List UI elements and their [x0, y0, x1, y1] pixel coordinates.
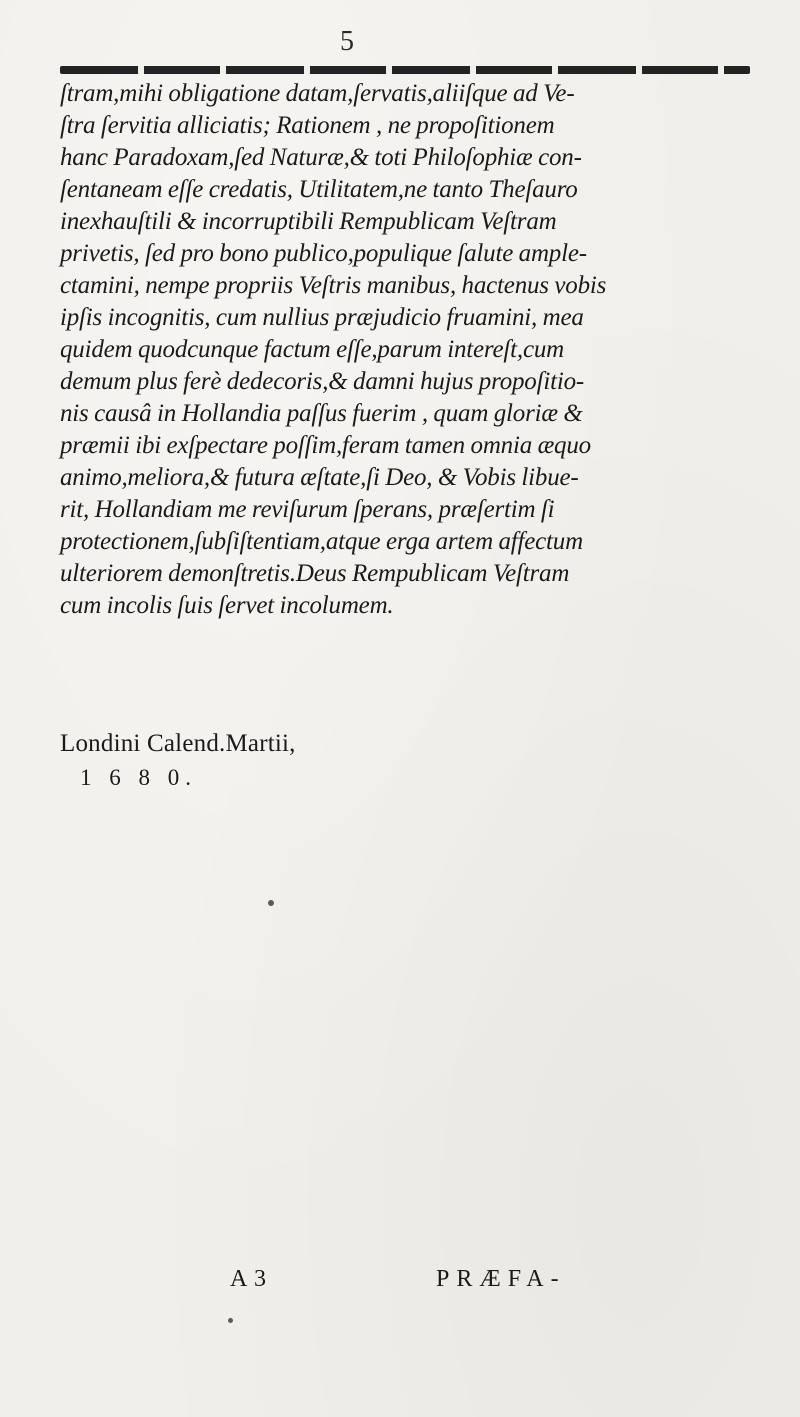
body-line: rit, Hollandiam me reviſurum ſperans, præſertim ſi: [60, 496, 555, 523]
catchword: PRÆFA-: [436, 1266, 566, 1292]
signature-mark: A 3: [230, 1266, 268, 1292]
body-line: demum plus ferè dedecoris,& damni hujus propoſitio-: [60, 368, 585, 395]
year: 1 6 8 0.: [80, 765, 197, 790]
body-line: ſtra ſervitia alliciatis; Rationem , ne propoſitionem: [60, 112, 555, 139]
ink-speck: [228, 1318, 233, 1323]
body-line: hanc Paradoxam,ſed Naturæ,& toti Philoſophiæ con-: [60, 144, 582, 171]
body-line: protectionem,ſubſiſtentiam,atque erga artem affectum: [60, 528, 583, 555]
body-line: ſentaneam eſſe credatis, Utilitatem,ne tanto Theſauro: [60, 176, 578, 203]
page-number: 5: [340, 26, 354, 57]
body-line: quidem quodcunque factum eſſe,parum intereſt,cum: [60, 336, 565, 363]
body-line: privetis, ſed pro bono publico,populique ſalute ample-: [60, 240, 587, 267]
header-rule: [60, 66, 750, 74]
body-line: ſtram,mihi obligatione datam,ſervatis,aliiſque ad Ve-: [60, 80, 575, 107]
body-line: inexhauſtili & incorruptibili Rempublicam Veſtram: [60, 208, 557, 235]
body-line: ipſis incognitis, cum nullius præjudicio fruamini, mea: [60, 304, 584, 331]
body-line: præmii ibi exſpectare poſſim,feram tamen omnia æquo: [60, 432, 591, 459]
dateline: Londini Calend.Martii,: [60, 730, 296, 757]
body-line: nis causâ in Hollandia paſſus fuerim , quam gloriæ &: [60, 400, 583, 427]
body-text: [60, 78, 740, 622]
body-line: animo,meliora,& futura æſtate,ſi Deo, & Vobis libue-: [60, 464, 579, 491]
ink-speck: [268, 900, 274, 906]
body-line: ctamini, nempe propriis Veſtris manibus, hactenus vobis: [60, 272, 607, 299]
body-line: cum incolis ſuis ſervet incolumem.: [60, 592, 394, 619]
body-line: ulteriorem demonſtretis.Deus Rempublicam Veſtram: [60, 560, 570, 587]
